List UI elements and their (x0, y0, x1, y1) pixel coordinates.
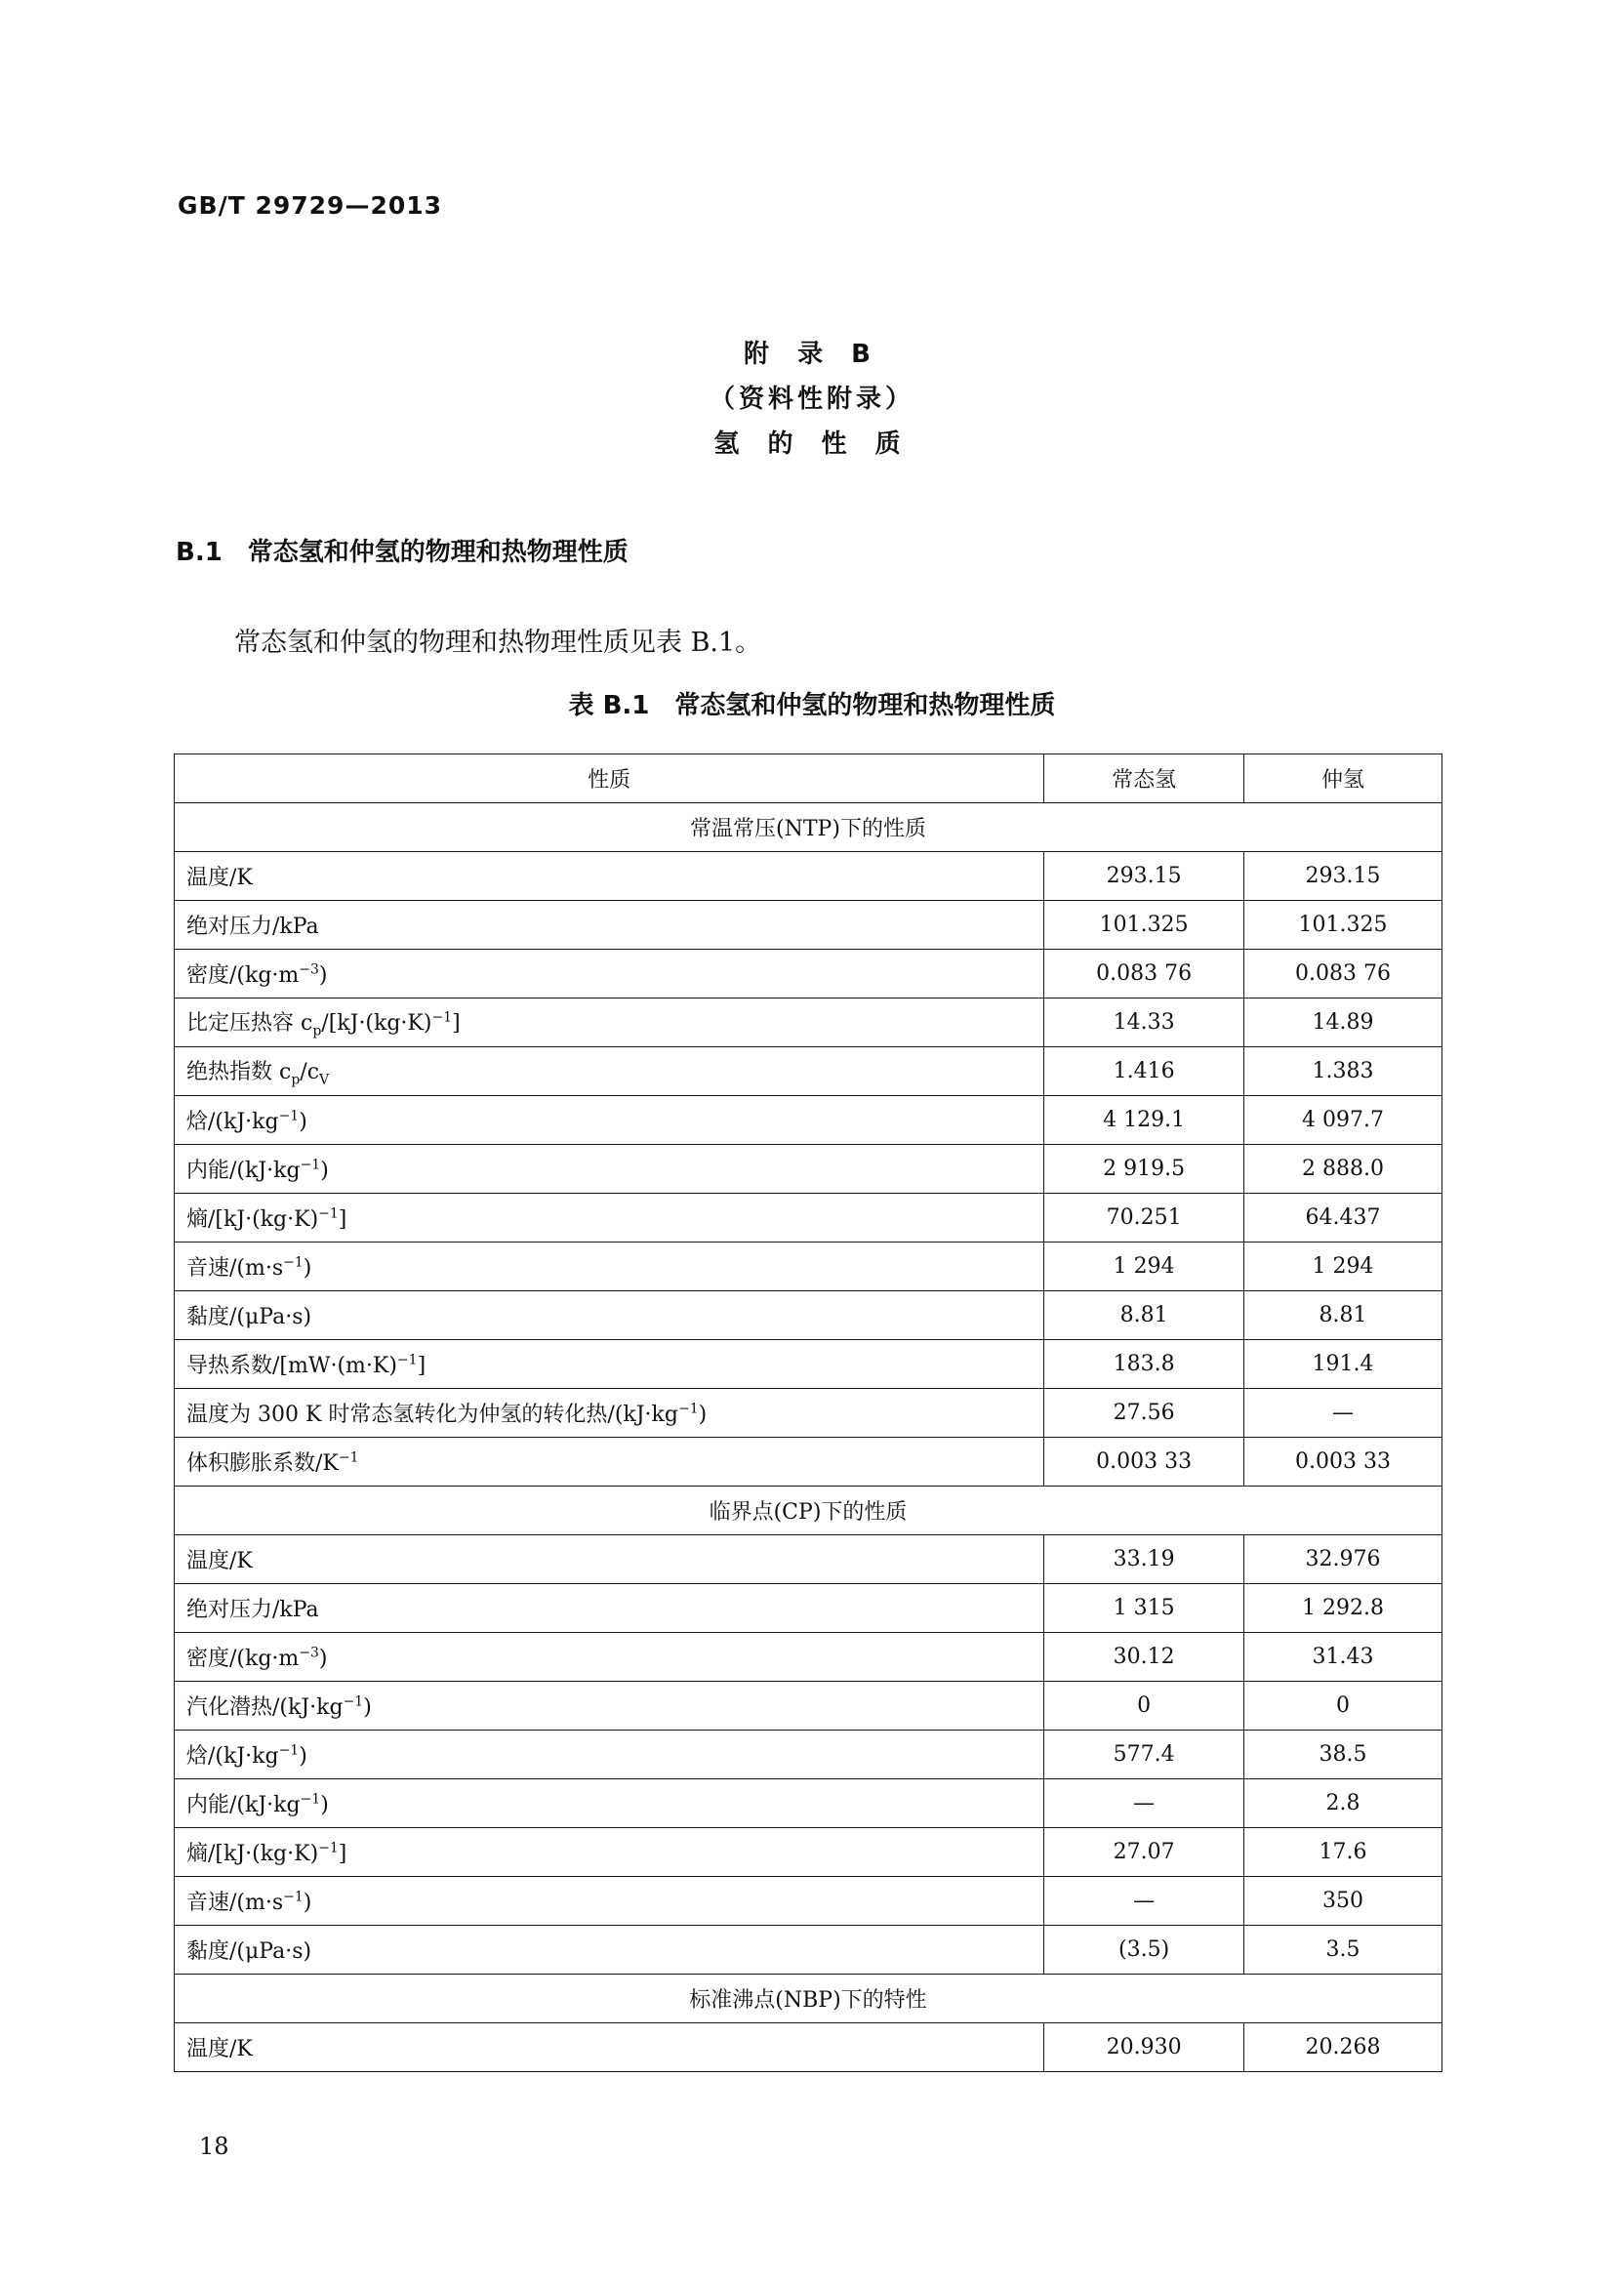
table-row (175, 1340, 1442, 1389)
para-hydrogen-value: 2 888.0 (1244, 1145, 1442, 1194)
property-text: 焓/(kJ·kg (186, 1110, 279, 1134)
para-hydrogen-value: 64.437 (1244, 1194, 1442, 1243)
table-row (175, 901, 1442, 950)
section-heading (176, 532, 629, 568)
para-hydrogen-value: 2.8 (1244, 1779, 1442, 1828)
property-superscript: −1 (318, 1205, 339, 1222)
table-row (175, 852, 1442, 901)
section-intro: 常态氢和仲氢的物理和热物理性质见表 B.1。 (234, 628, 762, 658)
property-superscript: −1 (278, 1742, 300, 1759)
para-hydrogen-value: 101.325 (1244, 901, 1442, 950)
table-row (175, 1682, 1442, 1731)
group-title: 临界点(CP)下的性质 (175, 1487, 1442, 1535)
property-text: 音速/(m·s (186, 1891, 284, 1915)
header-normal-hydrogen: 常态氢 (1044, 754, 1244, 803)
property-superscript: −1 (278, 1108, 300, 1124)
property-text: ) (318, 963, 328, 988)
table-row (175, 1145, 1442, 1194)
property-cell (175, 950, 1044, 998)
standard-code: GB/T 29729—2013 (178, 191, 443, 220)
property-cell (175, 1291, 1044, 1340)
appendix-heading (0, 332, 1624, 467)
property-text: ) (303, 1891, 312, 1915)
property-text: ] (338, 1207, 347, 1232)
para-hydrogen-value: 0.083 76 (1244, 950, 1442, 998)
appendix-type: （资料性附录） (709, 385, 914, 414)
property-superscript: −1 (343, 1693, 364, 1710)
property-text: 温度/K (186, 866, 253, 890)
property-text: 体积膨胀系数/K (186, 1451, 339, 1476)
para-hydrogen-value: 3.5 (1244, 1926, 1442, 1975)
property-cell (175, 1633, 1044, 1682)
normal-hydrogen-value: 30.12 (1044, 1633, 1244, 1682)
property-cell (175, 1682, 1044, 1731)
property-superscript: −1 (300, 1791, 321, 1808)
table-row (175, 1194, 1442, 1243)
table-row (175, 1926, 1442, 1975)
para-hydrogen-value: 191.4 (1244, 1340, 1442, 1389)
property-text: ] (417, 1354, 426, 1378)
property-text: 温度/K (186, 2037, 253, 2061)
group-header-row (175, 803, 1442, 852)
para-hydrogen-value: 350 (1244, 1877, 1442, 1926)
property-cell (175, 1340, 1044, 1389)
property-cell (175, 1828, 1044, 1877)
para-hydrogen-value: 31.43 (1244, 1633, 1442, 1682)
property-text: 温度/K (186, 1549, 253, 1573)
property-cell (175, 1926, 1044, 1975)
property-text: 密度/(kg·m (186, 1647, 300, 1671)
appendix-label: 附 录 B (744, 340, 880, 369)
normal-hydrogen-value: 27.07 (1044, 1828, 1244, 1877)
table-row (175, 1438, 1442, 1487)
property-text: 汽化潜热/(kJ·kg (186, 1695, 344, 1720)
para-hydrogen-value: 1 294 (1244, 1243, 1442, 1291)
para-hydrogen-value: 14.89 (1244, 998, 1442, 1047)
normal-hydrogen-value: 2 919.5 (1044, 1145, 1244, 1194)
para-hydrogen-value: 8.81 (1244, 1291, 1442, 1340)
group-header-row (175, 1975, 1442, 2023)
property-cell (175, 1535, 1044, 1584)
property-text: 黏度/(μPa·s) (186, 1305, 312, 1329)
property-subscript: p (291, 1072, 301, 1088)
table-row (175, 1389, 1442, 1438)
page-number: 18 (199, 2133, 229, 2160)
properties-table (174, 754, 1442, 2072)
property-subscript: p (312, 1023, 322, 1039)
para-hydrogen-value: 1 292.8 (1244, 1584, 1442, 1633)
appendix-title: 氢 的 性 质 (713, 429, 911, 459)
normal-hydrogen-value: 8.81 (1044, 1291, 1244, 1340)
group-header-row (175, 1487, 1442, 1535)
property-superscript: −3 (299, 961, 319, 978)
property-text: 绝对压力/kPa (186, 915, 319, 939)
property-cell (175, 1584, 1044, 1633)
normal-hydrogen-value: 1 294 (1044, 1243, 1244, 1291)
para-hydrogen-value: 1.383 (1244, 1047, 1442, 1096)
table-row (175, 1731, 1442, 1779)
table-row (175, 1243, 1442, 1291)
property-superscript: −1 (431, 1009, 453, 1026)
table-row (175, 1535, 1442, 1584)
normal-hydrogen-value: 27.56 (1044, 1389, 1244, 1438)
table-row (175, 1633, 1442, 1682)
table-row (175, 950, 1442, 998)
property-text: ) (299, 1744, 307, 1769)
header-property: 性质 (175, 754, 1044, 803)
property-text: ) (698, 1403, 708, 1427)
property-cell (175, 1438, 1044, 1487)
normal-hydrogen-value: 33.19 (1044, 1535, 1244, 1584)
property-cell (175, 901, 1044, 950)
property-text: 密度/(kg·m (186, 963, 300, 988)
normal-hydrogen-value: 577.4 (1044, 1731, 1244, 1779)
para-hydrogen-value: 32.976 (1244, 1535, 1442, 1584)
para-hydrogen-value: — (1244, 1389, 1442, 1438)
property-superscript: −1 (677, 1401, 699, 1417)
normal-hydrogen-value: 1.416 (1044, 1047, 1244, 1096)
table-row (175, 1096, 1442, 1145)
para-hydrogen-value: 38.5 (1244, 1731, 1442, 1779)
table-row (175, 1779, 1442, 1828)
para-hydrogen-value: 20.268 (1244, 2023, 1442, 2072)
table-row (175, 1584, 1442, 1633)
property-superscript: −1 (283, 1889, 304, 1905)
normal-hydrogen-value: — (1044, 1779, 1244, 1828)
property-text: 绝热指数 c (186, 1059, 292, 1084)
property-cell (175, 2023, 1044, 2072)
table-caption-number: 表 B.1 (568, 691, 650, 720)
property-cell (175, 1096, 1044, 1145)
property-text: /c (300, 1059, 320, 1084)
property-text: 导热系数/[mW·(m·K) (186, 1354, 397, 1378)
property-cell (175, 1779, 1044, 1828)
property-cell (175, 1731, 1044, 1779)
property-cell (175, 1194, 1044, 1243)
normal-hydrogen-value: 4 129.1 (1044, 1096, 1244, 1145)
normal-hydrogen-value: 0 (1044, 1682, 1244, 1731)
normal-hydrogen-value: (3.5) (1044, 1926, 1244, 1975)
property-text: ) (299, 1110, 307, 1134)
table-row (175, 1828, 1442, 1877)
property-text: ] (452, 1010, 461, 1036)
property-text: 绝对压力/kPa (186, 1598, 319, 1622)
table-row (175, 1047, 1442, 1096)
property-superscript: −1 (300, 1157, 321, 1173)
normal-hydrogen-value: 293.15 (1044, 852, 1244, 901)
property-cell (175, 998, 1044, 1047)
property-text: 比定压热容 c (186, 1010, 313, 1036)
table-row (175, 2023, 1442, 2072)
property-text: ) (363, 1695, 372, 1720)
property-cell (175, 1389, 1044, 1438)
normal-hydrogen-value: — (1044, 1877, 1244, 1926)
normal-hydrogen-value: 183.8 (1044, 1340, 1244, 1389)
property-superscript: −1 (396, 1352, 418, 1368)
property-superscript: −1 (338, 1449, 359, 1466)
normal-hydrogen-value: 1 315 (1044, 1584, 1244, 1633)
property-text: /[kJ·(kg·K) (321, 1010, 432, 1036)
normal-hydrogen-value: 70.251 (1044, 1194, 1244, 1243)
property-text: ) (320, 1793, 329, 1817)
property-text: 焓/(kJ·kg (186, 1744, 279, 1769)
table-row (175, 1877, 1442, 1926)
normal-hydrogen-value: 0.003 33 (1044, 1438, 1244, 1487)
property-text: ) (303, 1256, 312, 1281)
table-caption (0, 685, 1624, 721)
property-cell (175, 1047, 1044, 1096)
normal-hydrogen-value: 14.33 (1044, 998, 1244, 1047)
group-title: 常温常压(NTP)下的性质 (175, 803, 1442, 852)
table-row (175, 1291, 1442, 1340)
para-hydrogen-value: 17.6 (1244, 1828, 1442, 1877)
property-text: ) (318, 1647, 328, 1671)
property-subscript: V (319, 1072, 330, 1088)
section-number: B.1 (176, 538, 223, 567)
property-cell (175, 1243, 1044, 1291)
property-cell (175, 1145, 1044, 1194)
section-title: 常态氢和仲氢的物理和热物理性质 (247, 538, 629, 567)
property-text: ) (320, 1159, 329, 1183)
property-text: 熵/[kJ·(kg·K) (186, 1842, 319, 1866)
property-text: 内能/(kJ·kg (186, 1793, 301, 1817)
property-superscript: −1 (283, 1254, 304, 1271)
property-superscript: −1 (318, 1840, 339, 1856)
normal-hydrogen-value: 20.930 (1044, 2023, 1244, 2072)
group-title: 标准沸点(NBP)下的特性 (175, 1975, 1442, 2023)
para-hydrogen-value: 0 (1244, 1682, 1442, 1731)
normal-hydrogen-value: 101.325 (1044, 901, 1244, 950)
table-caption-title: 常态氢和仲氢的物理和热物理性质 (674, 691, 1056, 720)
header-para-hydrogen: 仲氢 (1244, 754, 1442, 803)
property-cell (175, 1877, 1044, 1926)
para-hydrogen-value: 4 097.7 (1244, 1096, 1442, 1145)
normal-hydrogen-value: 0.083 76 (1044, 950, 1244, 998)
property-text: 音速/(m·s (186, 1256, 284, 1281)
property-text: 内能/(kJ·kg (186, 1159, 301, 1183)
table-header-row (175, 754, 1442, 803)
property-text: 温度为 300 K 时常态氢转化为仲氢的转化热/(kJ·kg (186, 1403, 678, 1427)
table-row (175, 998, 1442, 1047)
property-text: ] (338, 1842, 347, 1866)
property-text: 黏度/(μPa·s) (186, 1939, 312, 1964)
property-superscript: −3 (299, 1645, 319, 1661)
property-text: 熵/[kJ·(kg·K) (186, 1207, 319, 1232)
para-hydrogen-value: 293.15 (1244, 852, 1442, 901)
para-hydrogen-value: 0.003 33 (1244, 1438, 1442, 1487)
property-cell (175, 852, 1044, 901)
